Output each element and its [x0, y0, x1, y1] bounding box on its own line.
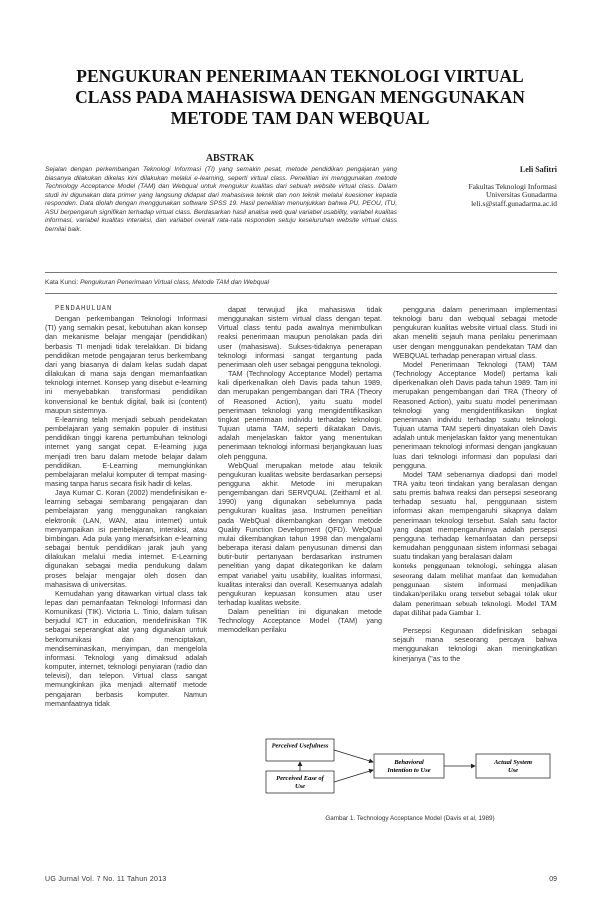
tam-model-figure: [262, 738, 562, 794]
keywords: [45, 279, 425, 286]
paragraph: konteks penggunaan teknologi, sehingga alasan seseorang dalam melihat manfaat dan kemudahan penggunaan sistem informasi menjadikan tindakan/perilaku orang tersebut sebagai tolak ukur dalam penerimaan sebuah teknologi. Model TAM dapat dilihat pada Gambar 1.: [393, 561, 557, 617]
paragraph: Jaya Kumar C. Koran (2002) mendefinisikan e-learning sebagai sembarang pengajaran dan pembelajaran yang menggunakan rangkaian elektronik (LAN, WAN, atau internet) untuk menyampaikan isi pembelajaran, interaksi, atau bimbingan. Ada pula yang menafsirkan e-learning sebagai bentuk pendidikan jarak jauh yang dilakukan melalui media internet. E-Learning digunakan sebagai media pendukung dalam proses belajar mengajar oleh dosen dan mahasiswa di universitas.: [45, 488, 207, 589]
ease-label-1: Perceived Ease of: [276, 775, 324, 782]
keywords-label: Kata Kunci:: [45, 279, 79, 286]
author-affiliation-university: Universitas Gunadarma: [485, 190, 557, 200]
col2-paragraphs: [218, 305, 382, 635]
abstract-text: Sejalan dengan perkembangan Teknologi Informasi (TI) yang semakin pesat, metode pendidikan pengajaran yang biasanya dilakukan dikelas kini dilakukan melalui e-learning, seperti virtual class. Penelitian ini menggunakan metode Technology Acceptance Model (TAM) dan Webqual untuk mengukur kualitas dari sebuah website virtual class. Dalam studi ini digunakan data primer yang langsung didapat dari mahasiswa teknik dan non teknik melalui kuesioner kepada responden. Data diolah dengan menggunakan software SPSS 19. Hasil penelitian menunjukkan bahwa PU, PEOU, ITU, ASU berpengaruh signifikan terhadap virtual class. Berdasarkan hasil analisa web qual variabel usability, variabel kualitas informasi, variabel kualitas interaksi, dan variabel overall rata-rata responden setuju keseluruhan website virtual class bernilai baik.: [45, 166, 397, 233]
section-heading-pendahuluan: PENDAHULUAN: [55, 305, 113, 313]
paragraph: Persepsi Kegunaan didefinisikan sebagai sejauh mana seseorang percaya bahwa menggunakan teknologi akan meningkatkan kinerjanya ("as to the: [393, 626, 557, 663]
paragraph: dapat terwujud jika mahasiswa tidak menggunakan sistem virtual class dengan tepat. Virtual class tentu pada awalnya menimbulkan reaksi penerimaan maupun penolakan pada diri user (mahasiswa). Sukses-tidaknya penerapan teknologi informasi sangat tergantung pada penerimaan oleh user sebagai pengguna teknologi.: [218, 305, 382, 369]
column-middle: [218, 305, 382, 635]
behavioral-intention-box: [374, 754, 444, 778]
paragraph: WebQual merupakan metode atau teknik pengukuran kualitas website berdasarkan persepsi pengguna akhir. Metode ini merupakan pengembangan dari SERVQUAL (Zeithaml et al. 1990) yang digunakan sebelumnya pada pengukuran kualitas jasa. Instrumen penelitian pada WebQual dikembangkan dengan metode Quality Function Development (QFD). WebQual mulai dikembangkan tahun 1998 dan mengalami beberapa iterasi dalam penyusunan dimensi dan butir-butir pertanyaan berdasarkan instrumen penelitian yang dapat dikategorikan ke dalam empat variabel yaitu usability, kualitas informasi, kualitas interaksi dan overall. Kesemuanya adalah pengukuran kepuasan konsumen atau user terhadap kualitas website.: [218, 460, 382, 607]
author-block: [410, 166, 557, 208]
ease-label-2: Use: [294, 783, 306, 790]
abstract-heading: ABSTRAK: [205, 153, 255, 164]
column-left: [45, 305, 207, 708]
paragraph: Model Penerimaan Teknologi (TAM) TAM (Technology Acceptance Model) pertama kali diperkenalkan oleh Davis pada tahun 1989. Tam ini merupakan pengembangan dari TRA (Theory of Reasoned Action), yaitu suatu model penerimaan teknologi yang mengidentifikasikan tingkat penerimaan individu terhadap suatu teknologi. Tujuan utama TAM seperti dinyatakan oleh Davis adalah untuk menjelaskan faktor yang menentukan penerimaan teknologi informasi dengan jangkauan luas dari teknologi informasi dan populasi dari pengguna.: [393, 359, 557, 470]
actual-use-box: [476, 754, 550, 778]
paragraph: Model TAM sebenarnya diadopsi dari model TRA yaitu teori tindakan yang beralasan dengan satu premis bahwa reaksi dan persepsi seseorang terhadap sesuatu hal, penggunaan sistem informasi akan mempengaruhi sikapnya dalam penerimaan teknologi tersebut. Salah satu factor yang dapat mempengaruhinya adalah persepsi pengguna terhadap kemanfaatan dan persepsi kemudahan penggunaan sistem informasi sebagai suatu tindakan yang beralasan dalam: [393, 469, 557, 562]
author-affiliation-faculty: Fakultas Teknologi Informasi: [468, 181, 557, 191]
usefulness-label: Perceived Usefulness: [271, 742, 329, 750]
paragraph: TAM (Technology Acceptance Model) pertama kali diperkenalkan oleh Davis pada tahun 1989, dan merupakan pengembangan dari TRA (Theory of Reasoned Action), yaitu suatu model penerimaan teknologi yang mengidentifikasikan tingkat penerimaan individu terhadap teknologi. Tujuan utama TAM, seperti dikatakan Davis, adalah menjelaskan faktor yang menentukan penerimaan teknologi informasi berjangkauan luas oleh pengguna.: [218, 369, 382, 461]
arrow-usefulness-intention: [334, 750, 373, 762]
paragraph: Dalam penelitian ini digunakan metode Technology Acceptance Model (TAM) yang memodelkan perilaku: [218, 607, 382, 635]
paragraph: pengguna dalam penerimaan implementasi teknologi baru dan webqual sebagai metode pengukuran kualitas website virtual class. Studi ini akan meneliti sejauh mana perilaku penerimaan user dengan menggunakan pendekatan TAM dan WEBQUAL terhadap penerapan virtual class.: [393, 305, 557, 360]
column-right: [393, 305, 557, 663]
figure-caption: Gambar 1. Technology Acceptance Model (Davis et al, 1989): [325, 815, 495, 822]
page-number: 09: [549, 876, 557, 883]
paper-title: PENGUKURAN PENERIMAAN TEKNOLOGI VIRTUAL CLASS PADA MAHASISWA DENGAN MENGGUNAKAN METODE TAM DAN WEBQUAL: [75, 66, 525, 128]
col3-paragraphs-b: [393, 561, 557, 617]
actual-label-1: Actual System: [493, 759, 533, 766]
author-email: leli.s@staff.gunadarma.ac.id: [471, 198, 557, 208]
keywords-value: Pengukuran Penerimaan Virtual class, Metode TAM dan Webqual: [80, 279, 270, 286]
journal-footer: UG Jurnal Vol. 7 No. 11 Tahun 2013: [45, 876, 167, 883]
divider-bottom: [45, 293, 557, 294]
paragraph: Kemudahan yang ditawarkan virtual class tak lepas dari pemanfaatan Teknologi Informasi dan Komunikasi (TIK). Victoria L. Tinio, dalam tulisan berjudul ICT in education, mendefinisikan TIK sebagai seperangkat alat yang digunakan untuk berkomunikasi dan menciptakan, mendiseminasikan, menyimpan, dan mengelola informasi. Teknologi yang dimaksud adalah komputer, internet, teknologi penyiaran (radio dan televisi), dan telepon. Virtual class sangat memungkinkan jika menjadi alternatif metode pengajaran berbasis komputer. Namun memanfaatnya tidak: [45, 588, 207, 708]
col3-paragraphs-c: [393, 626, 557, 663]
paragraph: Dengan perkembangan Teknologi Informasi (TI) yang semakin pesat, kebutuhan akan konsep dan mekanisme belajar mengajar (pendidikan) berbasis TI menjadi tidak terelakkan. Di bidang pendidikan metode pengajaran terus berkembang dari yang biasanya di dalam kelas sudah dapat dilakukan di mana saja dengan memanfaatkan teknologi internet. Konsep yang disebut e-learning ini menyebabkan transformasi pendidikan konvensional ke bentuk digital, baik isi (content) maupun sistemnya.: [45, 314, 207, 415]
divider-top: [45, 272, 557, 273]
author-name: Leli Safitri: [519, 165, 557, 174]
col1-paragraphs: [45, 314, 207, 708]
actual-label-2: Use: [507, 767, 519, 774]
arrow-ease-intention: [334, 770, 373, 782]
paragraph: E-learning telah menjadi sebuah pendekatan pembelajaran yang semakin populer di institusi pendidikan tinggi karena pertumbuhan teknologi internet yang sangat cepat. E-learning juga menjadi tren baru dalam metode belajar dalam pendidikan. E-Learning memungkinkan pembelajaran melalui komputer di tempat masing-masing tanpa harus secara fisik hadir di kelas.: [45, 414, 207, 488]
intention-label-1: Behavioral: [394, 759, 424, 766]
intention-label-2: Intention to Use: [387, 767, 431, 774]
col3-paragraphs-a: [393, 305, 557, 561]
